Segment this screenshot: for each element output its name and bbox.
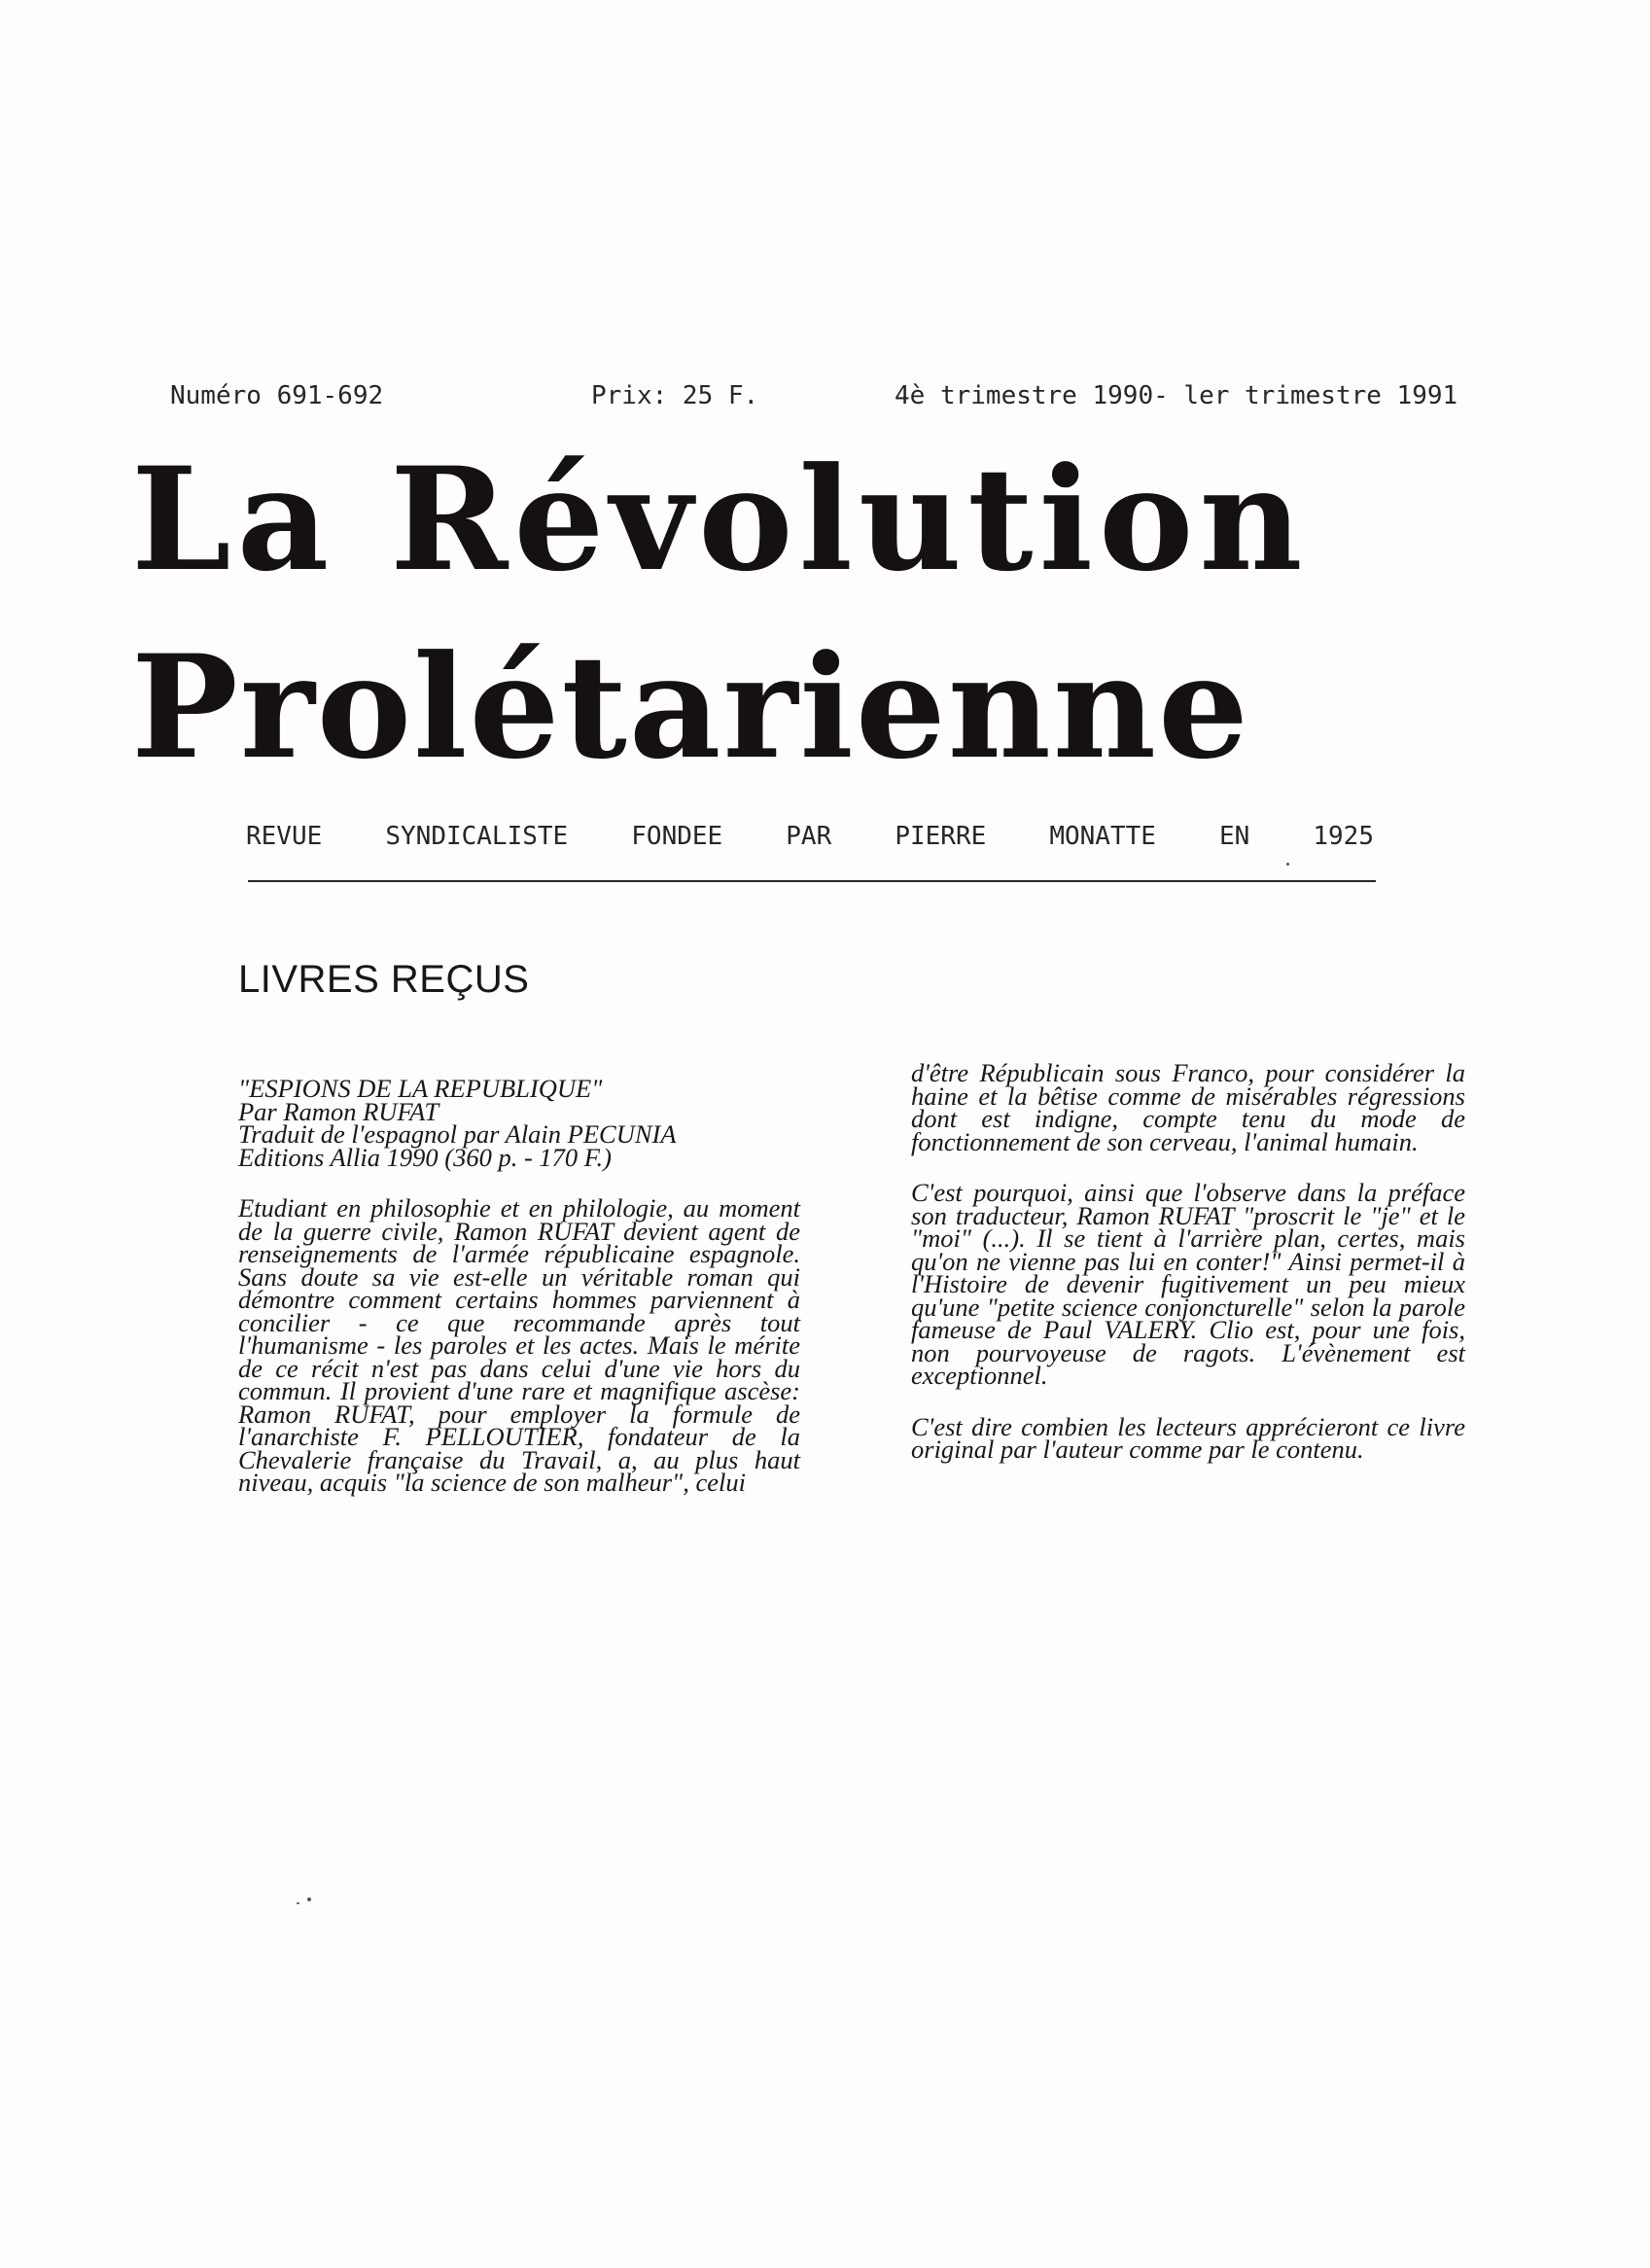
scan-speck xyxy=(1286,863,1289,866)
masthead-divider xyxy=(248,880,1376,882)
newspaper-title-line-1: La Révolution xyxy=(131,437,1309,603)
masthead-info-line xyxy=(170,381,1492,420)
newspaper-title-line-2: Prolétarienne xyxy=(131,624,1250,791)
section-heading: LIVRES REÇUS xyxy=(238,958,530,1001)
subtitle-word: MONATTE xyxy=(1049,822,1156,851)
review-paragraph: C'est pourquoi, ainsi que l'observe dans la préface son traducteur, Ramon RUFAT "proscrit le "je" et le "moi" (...). Il se tient à l'arrière plan, certes, mais qu'on ne vienne pas lui en conter!" Ainsi permet-il à l'Histoire de devenir fugitivement un peu mieux qu'une "petite science conjoncturelle" selon la parole fameuse de Paul VALERY. Clio est, pour une fois, non pourvoyeuse de ragots. L'évènement est exceptionnel. xyxy=(911,1178,1465,1390)
book-translator: Traduit de l'espagnol par Alain PECUNIA xyxy=(238,1119,677,1149)
review-paragraph: C'est dire combien les lecteurs apprécieront ce livre original par l'auteur comme par le contenu. xyxy=(911,1411,1465,1464)
subtitle-word: SYNDICALISTE xyxy=(385,822,569,851)
book-title: "ESPIONS DE LA REPUBLIQUE" xyxy=(238,1074,603,1103)
review-column-right xyxy=(911,1058,1465,1464)
issue-number: Numéro 691-692 xyxy=(170,381,384,410)
scan-speck xyxy=(297,1902,299,1904)
subtitle-word: REVUE xyxy=(246,822,323,851)
subtitle-word: FONDEE xyxy=(631,822,723,851)
issue-price: Prix: 25 F. xyxy=(591,381,759,410)
subtitle-word: 1925 xyxy=(1313,822,1374,851)
subtitle-word: PIERRE xyxy=(895,822,987,851)
issue-period: 4è trimestre 1990- ler trimestre 1991 xyxy=(895,381,1458,410)
review-paragraph: Etudiant en philosophie et en philologie, au moment de la guerre civile, Ramon RUFAT devient agent de renseignements de l'armée républicaine espagnole. Sans doute sa vie est-elle un véritable roman qui démontre comment certains hommes parviennent à concilier - ce que recommande après tout l'humanisme - les paroles et les actes. Mais le mérite de ce récit n'est pas dans celui d'une vie hors du commun. Il provient d'une rare et magnifique ascèse: Ramon RUFAT, pour employer la formule de l'anarchiste F. PELLOUTIER, fondateur de la Chevalerie française du Travail, a, au plus haut niveau, acquis "la science de son malheur", celui xyxy=(238,1193,800,1497)
book-author: Par Ramon RUFAT xyxy=(238,1096,439,1126)
subtitle-word: PAR xyxy=(786,822,832,851)
newspaper-subtitle xyxy=(246,822,1374,851)
scan-speck xyxy=(307,1897,311,1901)
book-publisher: Editions Allia 1990 (360 p. - 170 F.) xyxy=(238,1142,613,1172)
review-column-left xyxy=(238,1074,800,1497)
review-paragraph: d'être Républicain sous Franco, pour considérer la haine et la bêtise comme de misérables régressions dont est indigne, compte tenu du mode de fonctionnement de son cerveau, l'animal humain. xyxy=(911,1058,1465,1156)
subtitle-word: EN xyxy=(1218,822,1250,851)
